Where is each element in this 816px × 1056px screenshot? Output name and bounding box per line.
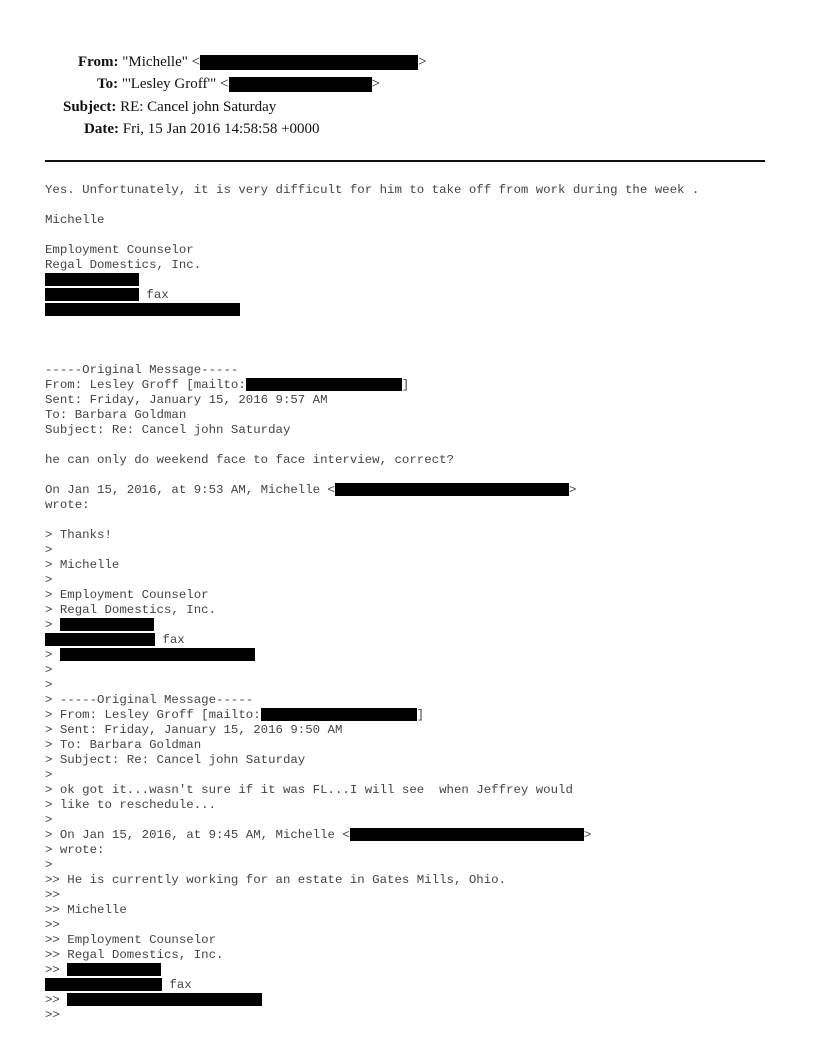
body-line	[45, 228, 699, 243]
redaction-bar	[67, 963, 161, 976]
header-divider	[45, 160, 765, 162]
body-line	[45, 603, 699, 618]
line-text: >> Employment Counselor	[45, 933, 217, 947]
line-text: From: Lesley Groff [mailto:	[45, 378, 246, 392]
to-value: "'Lesley Groff'" <	[121, 76, 229, 92]
body-line	[45, 828, 699, 843]
body-line	[45, 903, 699, 918]
line-text: > -----Original Message-----	[45, 693, 254, 707]
body-line	[45, 333, 699, 348]
from-value: "Michelle" <	[122, 54, 201, 70]
header-date	[84, 121, 320, 138]
body-line	[45, 873, 699, 888]
body-line	[45, 618, 699, 633]
redaction-bar	[200, 55, 418, 70]
line-text: > Michelle	[45, 558, 120, 572]
line-text: >>	[45, 1008, 60, 1022]
line-text: >	[45, 663, 53, 677]
header-to	[97, 76, 380, 93]
body-line	[45, 243, 699, 258]
line-text: >>	[45, 888, 60, 902]
body-line	[45, 753, 699, 768]
body-line	[45, 933, 699, 948]
body-line	[45, 1008, 699, 1023]
line-text: >> Regal Domestics, Inc.	[45, 948, 224, 962]
body-line	[45, 813, 699, 828]
body-line	[45, 993, 699, 1008]
body-line	[45, 453, 699, 468]
line-text-after: fax	[155, 633, 185, 647]
body-line	[45, 663, 699, 678]
line-text: > Thanks!	[45, 528, 112, 542]
line-text-after: >	[569, 483, 577, 497]
line-text: > Sent: Friday, January 15, 2016 9:50 AM	[45, 723, 343, 737]
redaction-bar	[350, 828, 584, 841]
line-text: > On Jan 15, 2016, at 9:45 AM, Michelle <	[45, 828, 350, 842]
line-text: he can only do weekend face to face interview, correct?	[45, 453, 454, 467]
line-text-after: ]	[416, 708, 425, 722]
body-line	[45, 498, 699, 513]
body-line	[45, 348, 699, 363]
body-line	[45, 318, 699, 333]
body-line	[45, 183, 699, 198]
date-label: Date:	[84, 121, 119, 137]
body-line	[45, 963, 699, 978]
body-line	[45, 213, 699, 228]
body-line	[45, 423, 699, 438]
body-line	[45, 588, 699, 603]
body-line	[45, 573, 699, 588]
line-text: >> He is currently working for an estate in Gates Mills, Ohio.	[45, 873, 507, 887]
line-text: > Subject: Re: Cancel john Saturday	[45, 753, 306, 767]
body-line	[45, 978, 699, 993]
body-line	[45, 783, 699, 798]
body-line	[45, 843, 699, 858]
body-line	[45, 378, 699, 393]
body-line	[45, 723, 699, 738]
body-line	[45, 468, 699, 483]
line-text: > To: Barbara Goldman	[45, 738, 202, 752]
redaction-bar	[67, 993, 262, 1006]
subject-value: RE: Cancel john Saturday	[120, 99, 277, 115]
line-text: >	[45, 618, 60, 632]
body-line	[45, 363, 699, 378]
body-line	[45, 738, 699, 753]
line-text: Employment Counselor	[45, 243, 194, 257]
body-line	[45, 408, 699, 423]
body-line	[45, 273, 699, 288]
body-line	[45, 858, 699, 873]
line-text: > like to reschedule...	[45, 798, 217, 812]
line-text: Subject: Re: Cancel john Saturday	[45, 423, 291, 437]
header-from	[78, 54, 427, 71]
line-text: >>	[45, 963, 68, 977]
redaction-bar	[335, 483, 569, 496]
line-text: Sent: Friday, January 15, 2016 9:57 AM	[45, 393, 328, 407]
line-text: >	[45, 573, 53, 587]
redaction-bar	[60, 648, 255, 661]
body-line	[45, 888, 699, 903]
line-text: On Jan 15, 2016, at 9:53 AM, Michelle <	[45, 483, 335, 497]
date-value: Fri, 15 Jan 2016 14:58:58 +0000	[122, 121, 320, 137]
to-close: >	[371, 76, 380, 92]
body-line	[45, 483, 699, 498]
redaction-bar	[45, 978, 162, 991]
line-text: >	[45, 543, 53, 557]
line-text: >> Michelle	[45, 903, 127, 917]
line-text: > ok got it...wasn't sure if it was FL...I will see when Jeffrey would	[45, 783, 573, 797]
line-text-after: fax	[162, 978, 192, 992]
email-body	[45, 183, 699, 1023]
line-text: > Employment Counselor	[45, 588, 209, 602]
body-line	[45, 948, 699, 963]
from-close: >	[418, 54, 427, 70]
body-line	[45, 558, 699, 573]
body-line	[45, 258, 699, 273]
body-line	[45, 528, 699, 543]
body-line	[45, 768, 699, 783]
redaction-bar	[246, 378, 402, 391]
redaction-bar	[45, 303, 240, 316]
line-text: Michelle	[45, 213, 105, 227]
body-line	[45, 513, 699, 528]
body-line	[45, 438, 699, 453]
line-text: To: Barbara Goldman	[45, 408, 187, 422]
body-line	[45, 393, 699, 408]
line-text: >	[45, 813, 53, 827]
redaction-bar	[45, 633, 155, 646]
redaction-bar	[229, 77, 372, 92]
body-line	[45, 648, 699, 663]
body-line	[45, 918, 699, 933]
header-subject	[63, 99, 276, 116]
body-line	[45, 708, 699, 723]
line-text: >>	[45, 918, 60, 932]
to-label: To:	[97, 76, 119, 92]
subject-label: Subject:	[63, 99, 117, 115]
body-line	[45, 798, 699, 813]
line-text: > wrote:	[45, 843, 105, 857]
body-line	[45, 543, 699, 558]
from-label: From:	[78, 54, 119, 70]
body-line	[45, 693, 699, 708]
line-text: >>	[45, 993, 68, 1007]
line-text: -----Original Message-----	[45, 363, 239, 377]
line-text: Regal Domestics, Inc.	[45, 258, 202, 272]
line-text: >	[45, 648, 60, 662]
redaction-bar	[261, 708, 417, 721]
line-text-after: fax	[139, 288, 169, 302]
line-text: >	[45, 858, 53, 872]
line-text: >	[45, 768, 53, 782]
redaction-bar	[60, 618, 154, 631]
line-text: wrote:	[45, 498, 90, 512]
line-text-after: >	[583, 828, 592, 842]
line-text: >	[45, 678, 53, 692]
body-line	[45, 633, 699, 648]
body-line	[45, 288, 699, 303]
line-text-after: ]	[401, 378, 410, 392]
line-text: Yes. Unfortunately, it is very difficult for him to take off from work during the week .	[45, 183, 700, 197]
line-text: > From: Lesley Groff [mailto:	[45, 708, 261, 722]
redaction-bar	[45, 288, 139, 301]
line-text: > Regal Domestics, Inc.	[45, 603, 217, 617]
body-line	[45, 198, 699, 213]
body-line	[45, 678, 699, 693]
body-line	[45, 303, 699, 318]
redaction-bar	[45, 273, 139, 286]
